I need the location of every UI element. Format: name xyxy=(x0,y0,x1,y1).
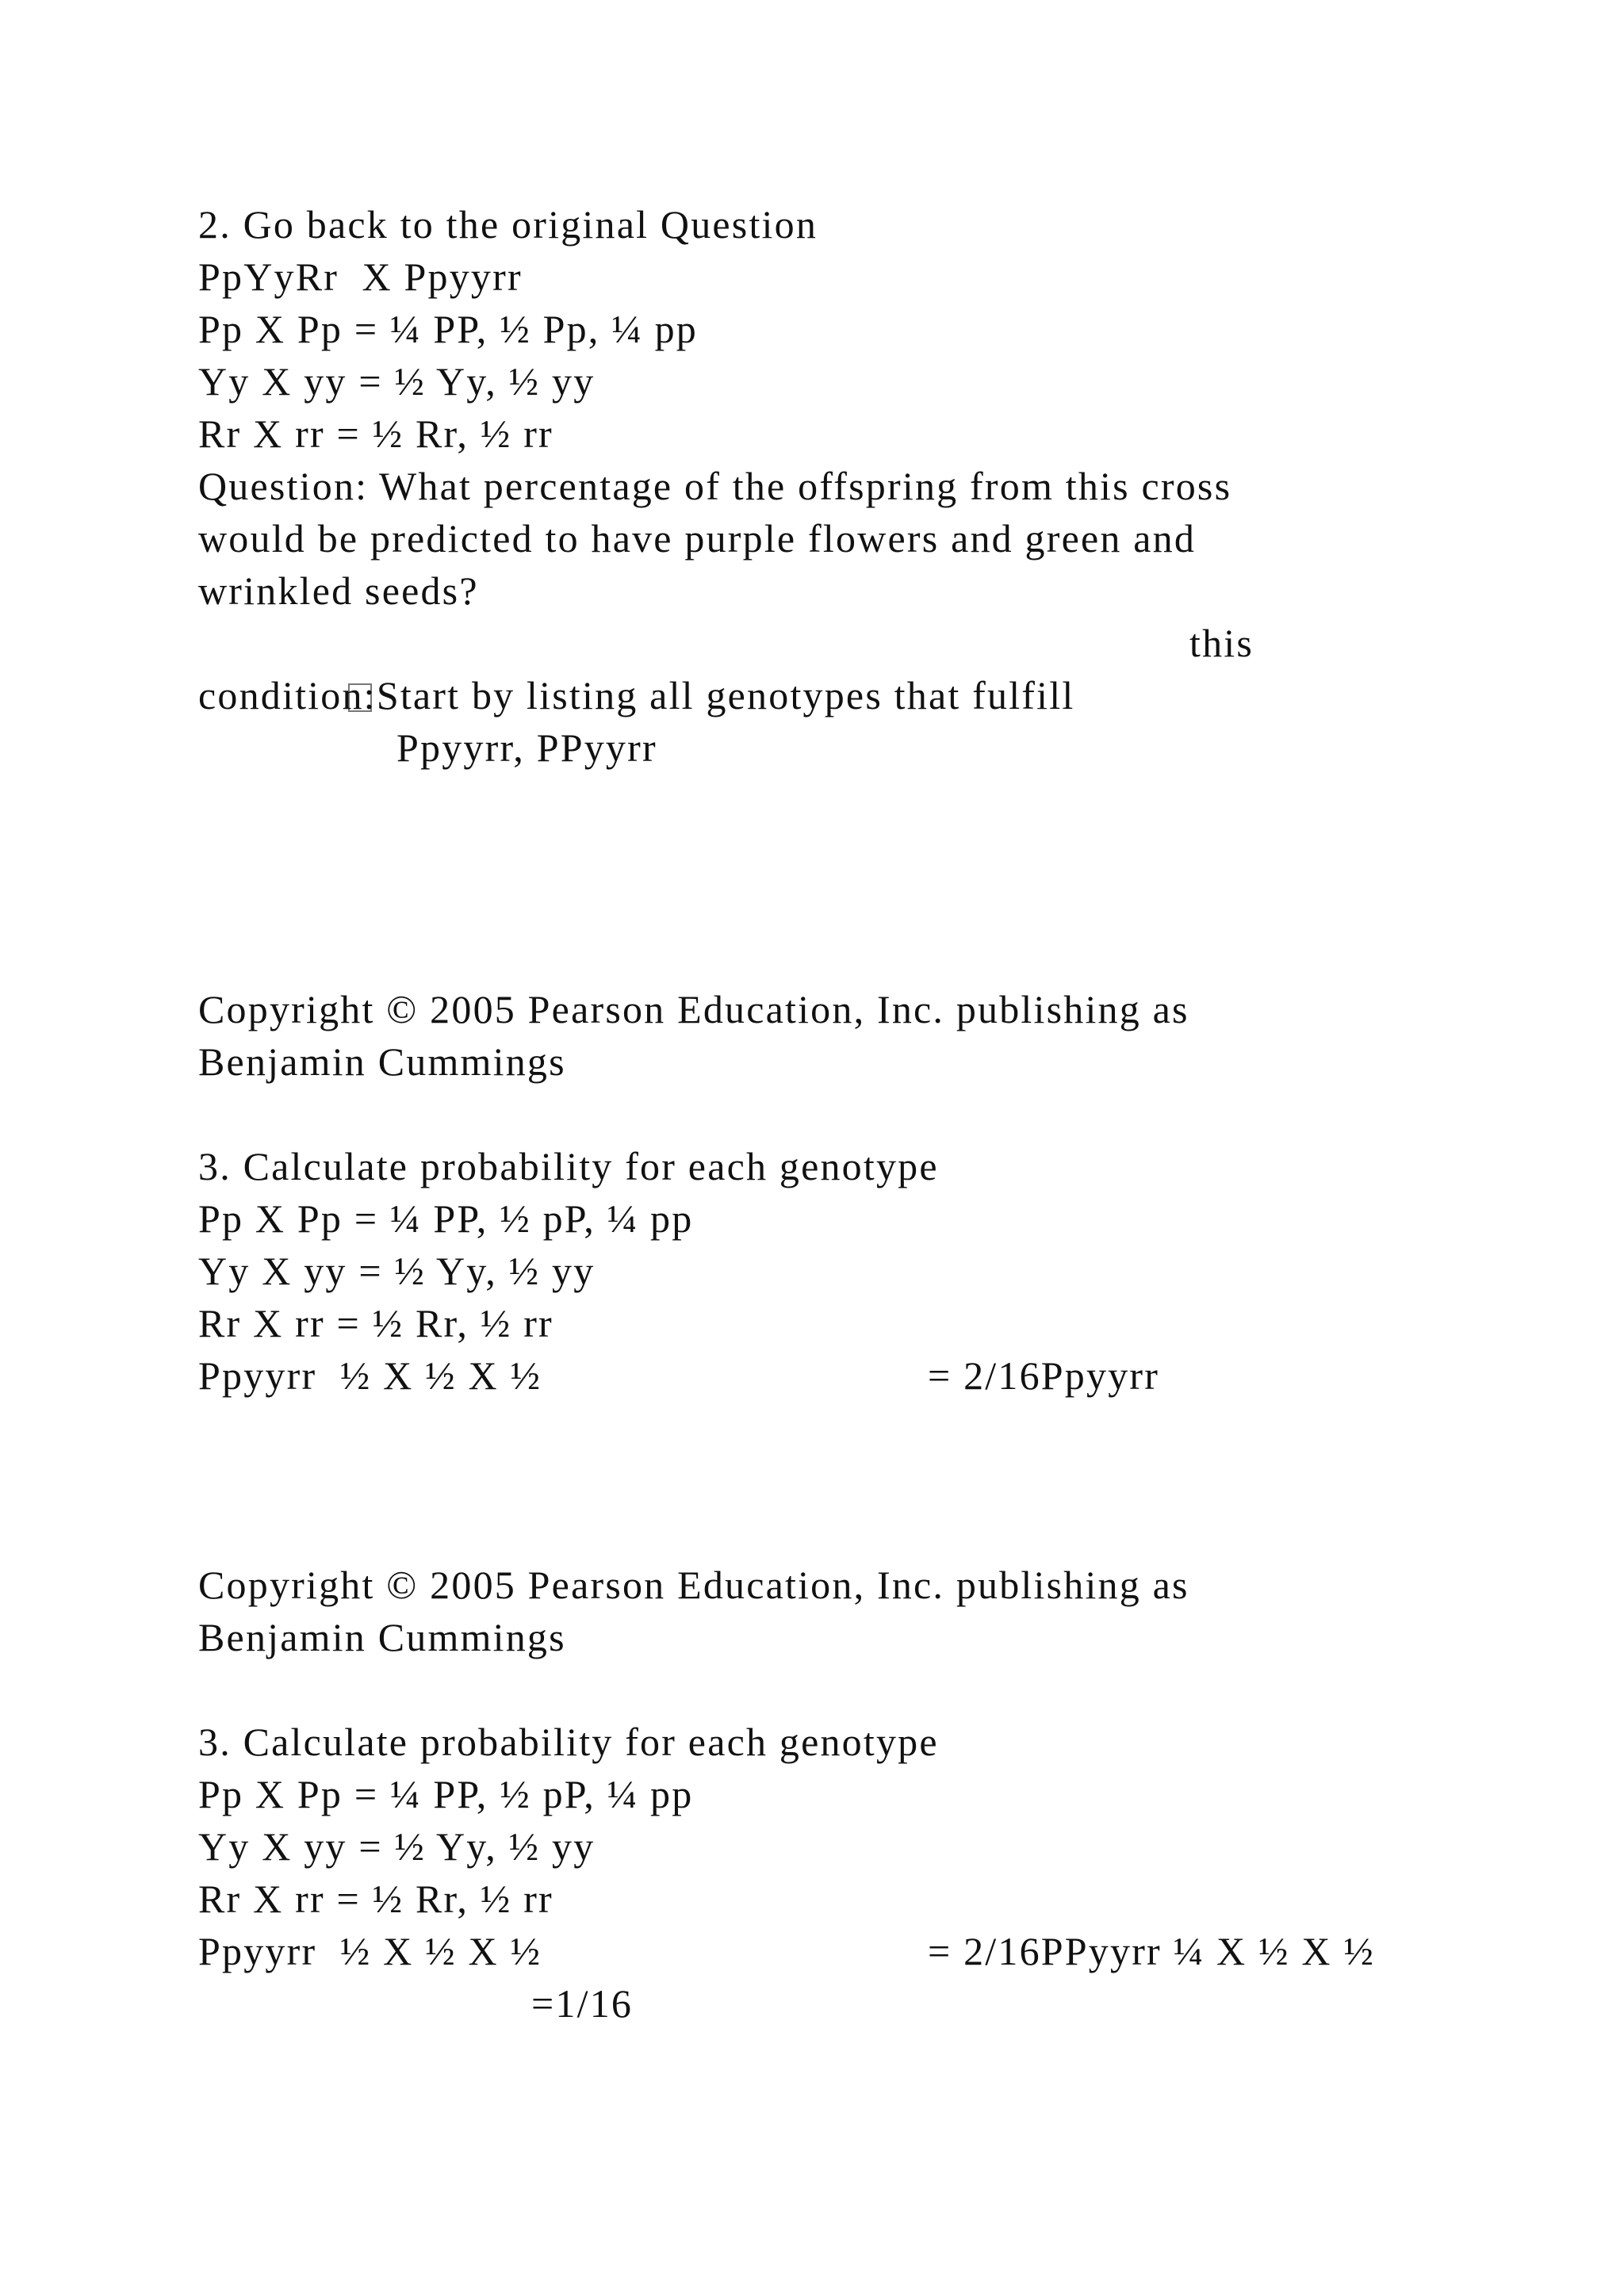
probability-calc-right: = 2/16PPyyrr ¼ X ½ X ½ xyxy=(928,1929,1376,1973)
question-line-1: Question: What percentage of the offspring from this cross xyxy=(198,464,1232,508)
instruction-tail: this xyxy=(1189,621,1254,665)
probability-calc-left: Ppyyrr ½ X ½ X ½ xyxy=(198,1353,542,1398)
question-line-3: wrinkled seeds? xyxy=(198,568,479,613)
instruction-continuation: condition: xyxy=(198,673,377,718)
rr-cross-line: Rr X rr = ½ Rr, ½ rr xyxy=(198,411,553,456)
yy-cross-line: Yy X yy = ½ Yy, ½ yy xyxy=(198,1824,596,1869)
copyright-line-1: Copyright © 2005 Pearson Education, Inc. publishing as xyxy=(198,987,1189,1031)
cross-line: PpYyRr X Ppyyrr xyxy=(198,254,523,299)
question-line-2: would be predicted to have purple flowers and green and xyxy=(198,516,1197,561)
rr-cross-line: Rr X rr = ½ Rr, ½ rr xyxy=(198,1301,553,1345)
section-heading: 3. Calculate probability for each genotype xyxy=(198,1720,939,1764)
probability-calc-right: = 2/16Ppyyrr xyxy=(928,1353,1160,1398)
pp-cross-line: Pp X Pp = ¼ PP, ½ pP, ¼ pp xyxy=(198,1772,694,1816)
copyright-line-2: Benjamin Cummings xyxy=(198,1039,566,1084)
probability-calc-left: Ppyyrr ½ X ½ X ½ xyxy=(198,1929,542,1973)
copyright-line-1: Copyright © 2005 Pearson Education, Inc. publishing as xyxy=(198,1563,1189,1607)
genotype-list: Ppyyrr, PPyyrr xyxy=(396,725,657,770)
probability-result: =1/16 xyxy=(531,1981,634,2026)
instruction-text: Start by listing all genotypes that fulfill xyxy=(376,673,1075,718)
yy-cross-line: Yy X yy = ½ Yy, ½ yy xyxy=(198,1249,596,1293)
yy-cross-line: Yy X yy = ½ Yy, ½ yy xyxy=(198,359,596,404)
section-heading: 2. Go back to the original Question xyxy=(198,202,818,247)
pp-cross-line: Pp X Pp = ¼ PP, ½ pP, ¼ pp xyxy=(198,1196,694,1241)
pp-cross-line: Pp X Pp = ¼ PP, ½ Pp, ¼ pp xyxy=(198,307,699,351)
section-heading: 3. Calculate probability for each genotype xyxy=(198,1144,939,1188)
copyright-line-2: Benjamin Cummings xyxy=(198,1615,566,1659)
rr-cross-line: Rr X rr = ½ Rr, ½ rr xyxy=(198,1877,553,1921)
